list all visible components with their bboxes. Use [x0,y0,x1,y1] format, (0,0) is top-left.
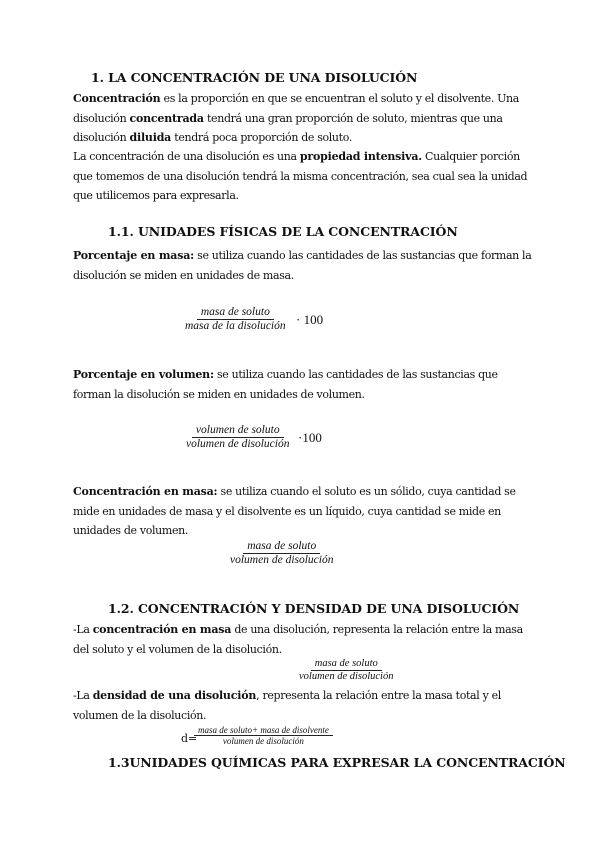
text: de una disolución, representa la relación entre la masa del soluto y el volumen de la disolución. [73,623,523,656]
formula-porcentaje-volumen [182,424,293,452]
term-porcentaje-masa: Porcentaje en masa: [73,249,194,262]
fraction-denominator: masa de la disolución [185,320,286,333]
text: se utiliza cuando las cantidades de las sustancias que forman la disolución se miden en unidades de masa. [73,249,532,282]
paragraph-porcentaje-masa [73,246,533,285]
paragraph-concentracion [73,89,533,148]
fraction-denominator: volumen de disolución [230,554,334,567]
formula-concentracion-en-masa [295,658,397,684]
fraction-denominator: volumen de disolución [186,438,290,451]
formula-concentracion-masa [226,540,337,568]
text: tendrá poca proporción de soluto. [171,131,352,144]
text: se utiliza cuando el soluto es un sólido, cuya cantidad se mide en unidades de masa y el disolvente es un líquido, cuya cantidad se mide en unidades de volumen. [73,485,516,537]
text: La concentración de una disolución es una [73,150,300,163]
fraction-numerator: masa de soluto [197,306,274,320]
density-label: d= [181,732,198,745]
text: , representa la relación entre la masa total y el volumen de la disolución. [73,689,501,722]
paragraph-propiedad-intensiva [73,147,533,206]
term-concentracion: Concentración [73,92,161,105]
term-propiedad-intensiva: propiedad intensiva. [299,150,422,163]
fraction-numerator: masa de soluto [243,540,320,554]
fraction-denominator: volumen de disolución [222,736,304,747]
fraction-denominator: volumen de disolución [299,671,394,683]
formula-multiplier: ·100 [298,430,322,445]
fraction-numerator: masa de soluto+ masa de disolvente [194,725,333,736]
formula-multiplier: · 100 [296,312,324,327]
formula-porcentaje-masa [181,306,290,334]
term-porcentaje-volumen: Porcentaje en volumen: [73,368,214,381]
text: -La [73,689,93,702]
text: es la proporción en que se encuentran el soluto y el disolvente. Una disolución [73,92,519,125]
text: -La [73,623,93,636]
heading-section-1-2: 1.2. CONCENTRACIÓN Y DENSIDAD DE UNA DISOLUCIÓN [108,601,520,616]
text: tendrá una gran proporción de soluto, mientras que una disolución [73,111,503,144]
paragraph-concentracion-masa [73,482,533,541]
paragraph-porcentaje-volumen [73,365,533,404]
heading-section-1-1: 1.1. UNIDADES FÍSICAS DE LA CONCENTRACIÓN [108,224,458,239]
formula-densidad [194,725,333,747]
text: Cualquier porción que tomemos de una disolución tendrá la misma concentración, sea cual sea la unidad que utilicemos para expresarla. [73,150,528,202]
term-concentracion-masa: Concentración en masa: [73,485,218,498]
heading-section-1-3: 1.3UNIDADES QUÍMICAS PARA EXPRESAR LA CONCENTRACIÓN [108,755,566,770]
term-diluida: diluida [129,131,172,144]
paragraph-concentracion-en-masa [73,620,533,659]
term-densidad: densidad de una disolución [92,689,257,702]
term-concentrada: concentrada [129,111,204,125]
heading-section-1: 1. LA CONCENTRACIÓN DE UNA DISOLUCIÓN [91,70,418,85]
text: se utiliza cuando las cantidades de las sustancias que forman la disolución se miden en unidades de volumen. [73,368,498,401]
fraction-numerator: volumen de soluto [192,424,284,438]
term-concentracion-en-masa: concentración en masa [92,623,232,636]
paragraph-densidad [73,686,533,725]
fraction-numerator: masa de soluto [311,658,382,671]
